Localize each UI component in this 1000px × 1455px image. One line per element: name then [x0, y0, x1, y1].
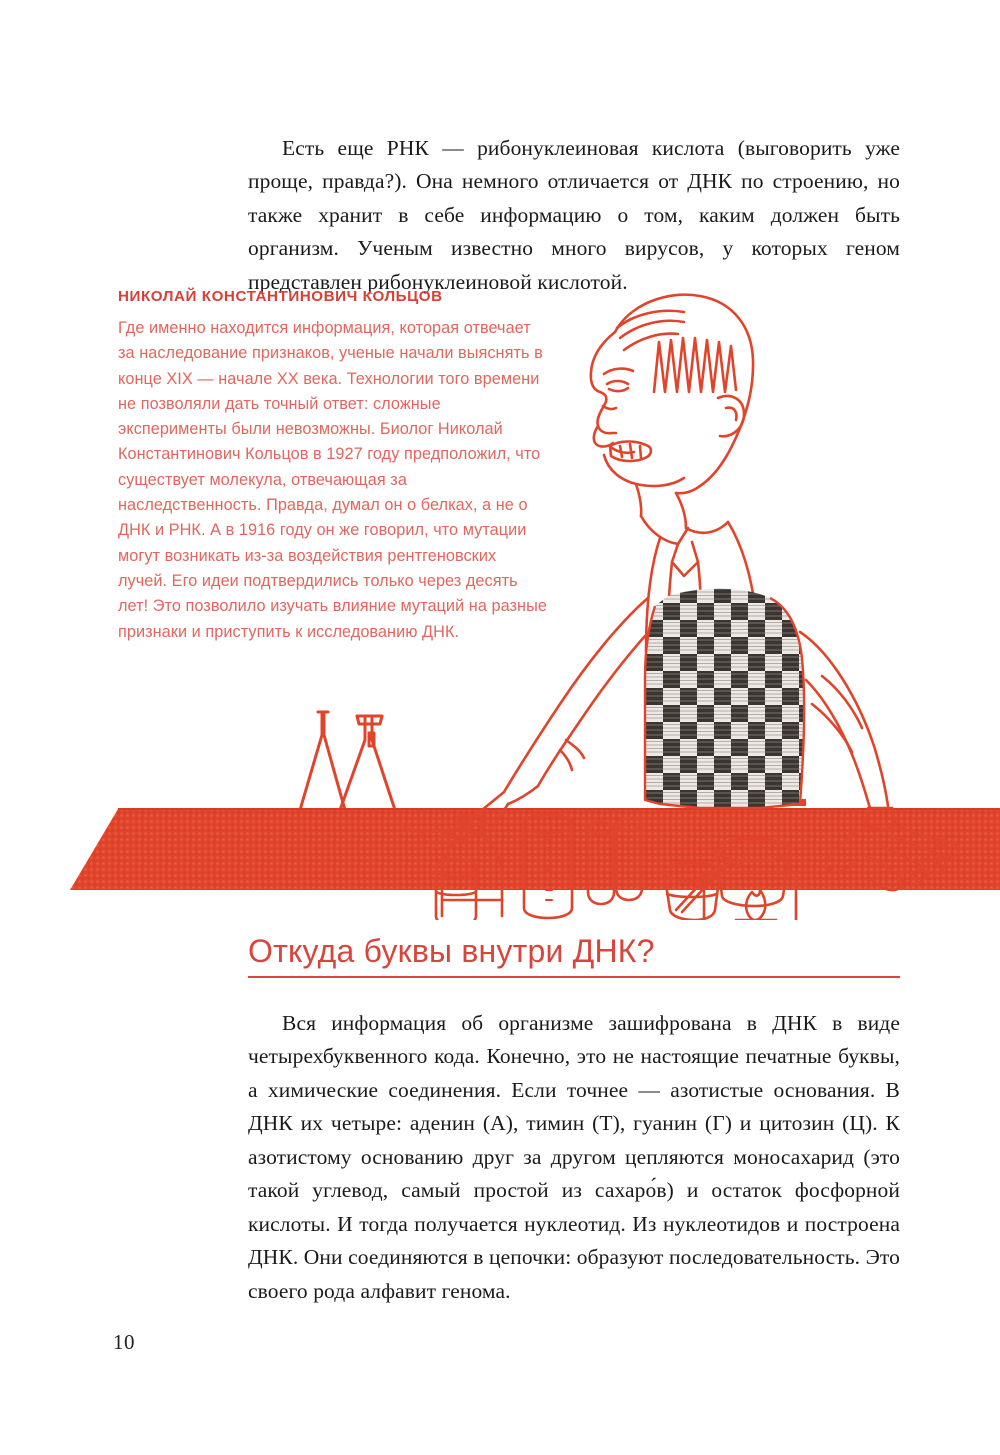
sidebar-title: НИКОЛАЙ КОНСТАНТИНОВИЧ КОЛЬЦОВ [118, 288, 443, 305]
kolcov-sidebar [118, 287, 548, 645]
erlenmeyer-flask [300, 712, 395, 810]
page-number: 10 [113, 1330, 135, 1354]
scientist-figure [591, 295, 753, 494]
intro-paragraph: Есть еще РНК — рибонуклеиновая кислота (выговорить уже проще, правда?). Она немного отличается от ДНК по строению, но также хранит в себе информацию о том, каким должен быть организм. Ученым известно много вирусов, у которых геном представлен рибонуклеиновой кислотой. [248, 135, 900, 294]
sidebar-body-text: Где именно находится информация, которая отвечает за наследование признаков, ученые начали выяснять в конце XIX — начале XX века. Технологии того времени не позволяли дать точный ответ: сложные эксперименты были невозможны. Биолог Николай Константинович Кольцов в 1927 году предположил, что существует молекула, отвечающая за наследственность. Правда, думал он о белках, а не о ДНК и РНК. А в 1916 году он же говорил, что мутации могут возникать из-за воздействия рентгеновских лучей. Его идеи подтвердились только через десять лет! Это позволило изучать влияние мутаций на разные признаки и приступить к исследованию ДНК. [118, 319, 547, 641]
section-heading-block [248, 932, 900, 978]
page-title: Откуда буквы внутри ДНК? [248, 933, 655, 969]
heading-underline-rule [248, 976, 900, 978]
alphabet-paragraph: Вся информация об организме зашифрована в ДНК в виде четырехбуквенного кода. Конечно, это не настоящие печатные буквы, а химические соединения. Если точнее — азотистые основания. В ДНК их четыре: аденин (А), тимин (Т), гуанин (Г) и цитозин (Ц). К азотистому основанию друг за другом цепляются моносахарид (это такой углевод, самый простой из сахаро́в) и остаток фосфорной кислоты. И тогда получается нуклеотид. Из нуклеотидов и построена ДНК. Они соединяются в цепочки: образуют последовательность. Это своего рода алфавит генома. [248, 1010, 900, 1303]
lab-table [70, 809, 1000, 890]
checkered-vest [620, 580, 840, 820]
